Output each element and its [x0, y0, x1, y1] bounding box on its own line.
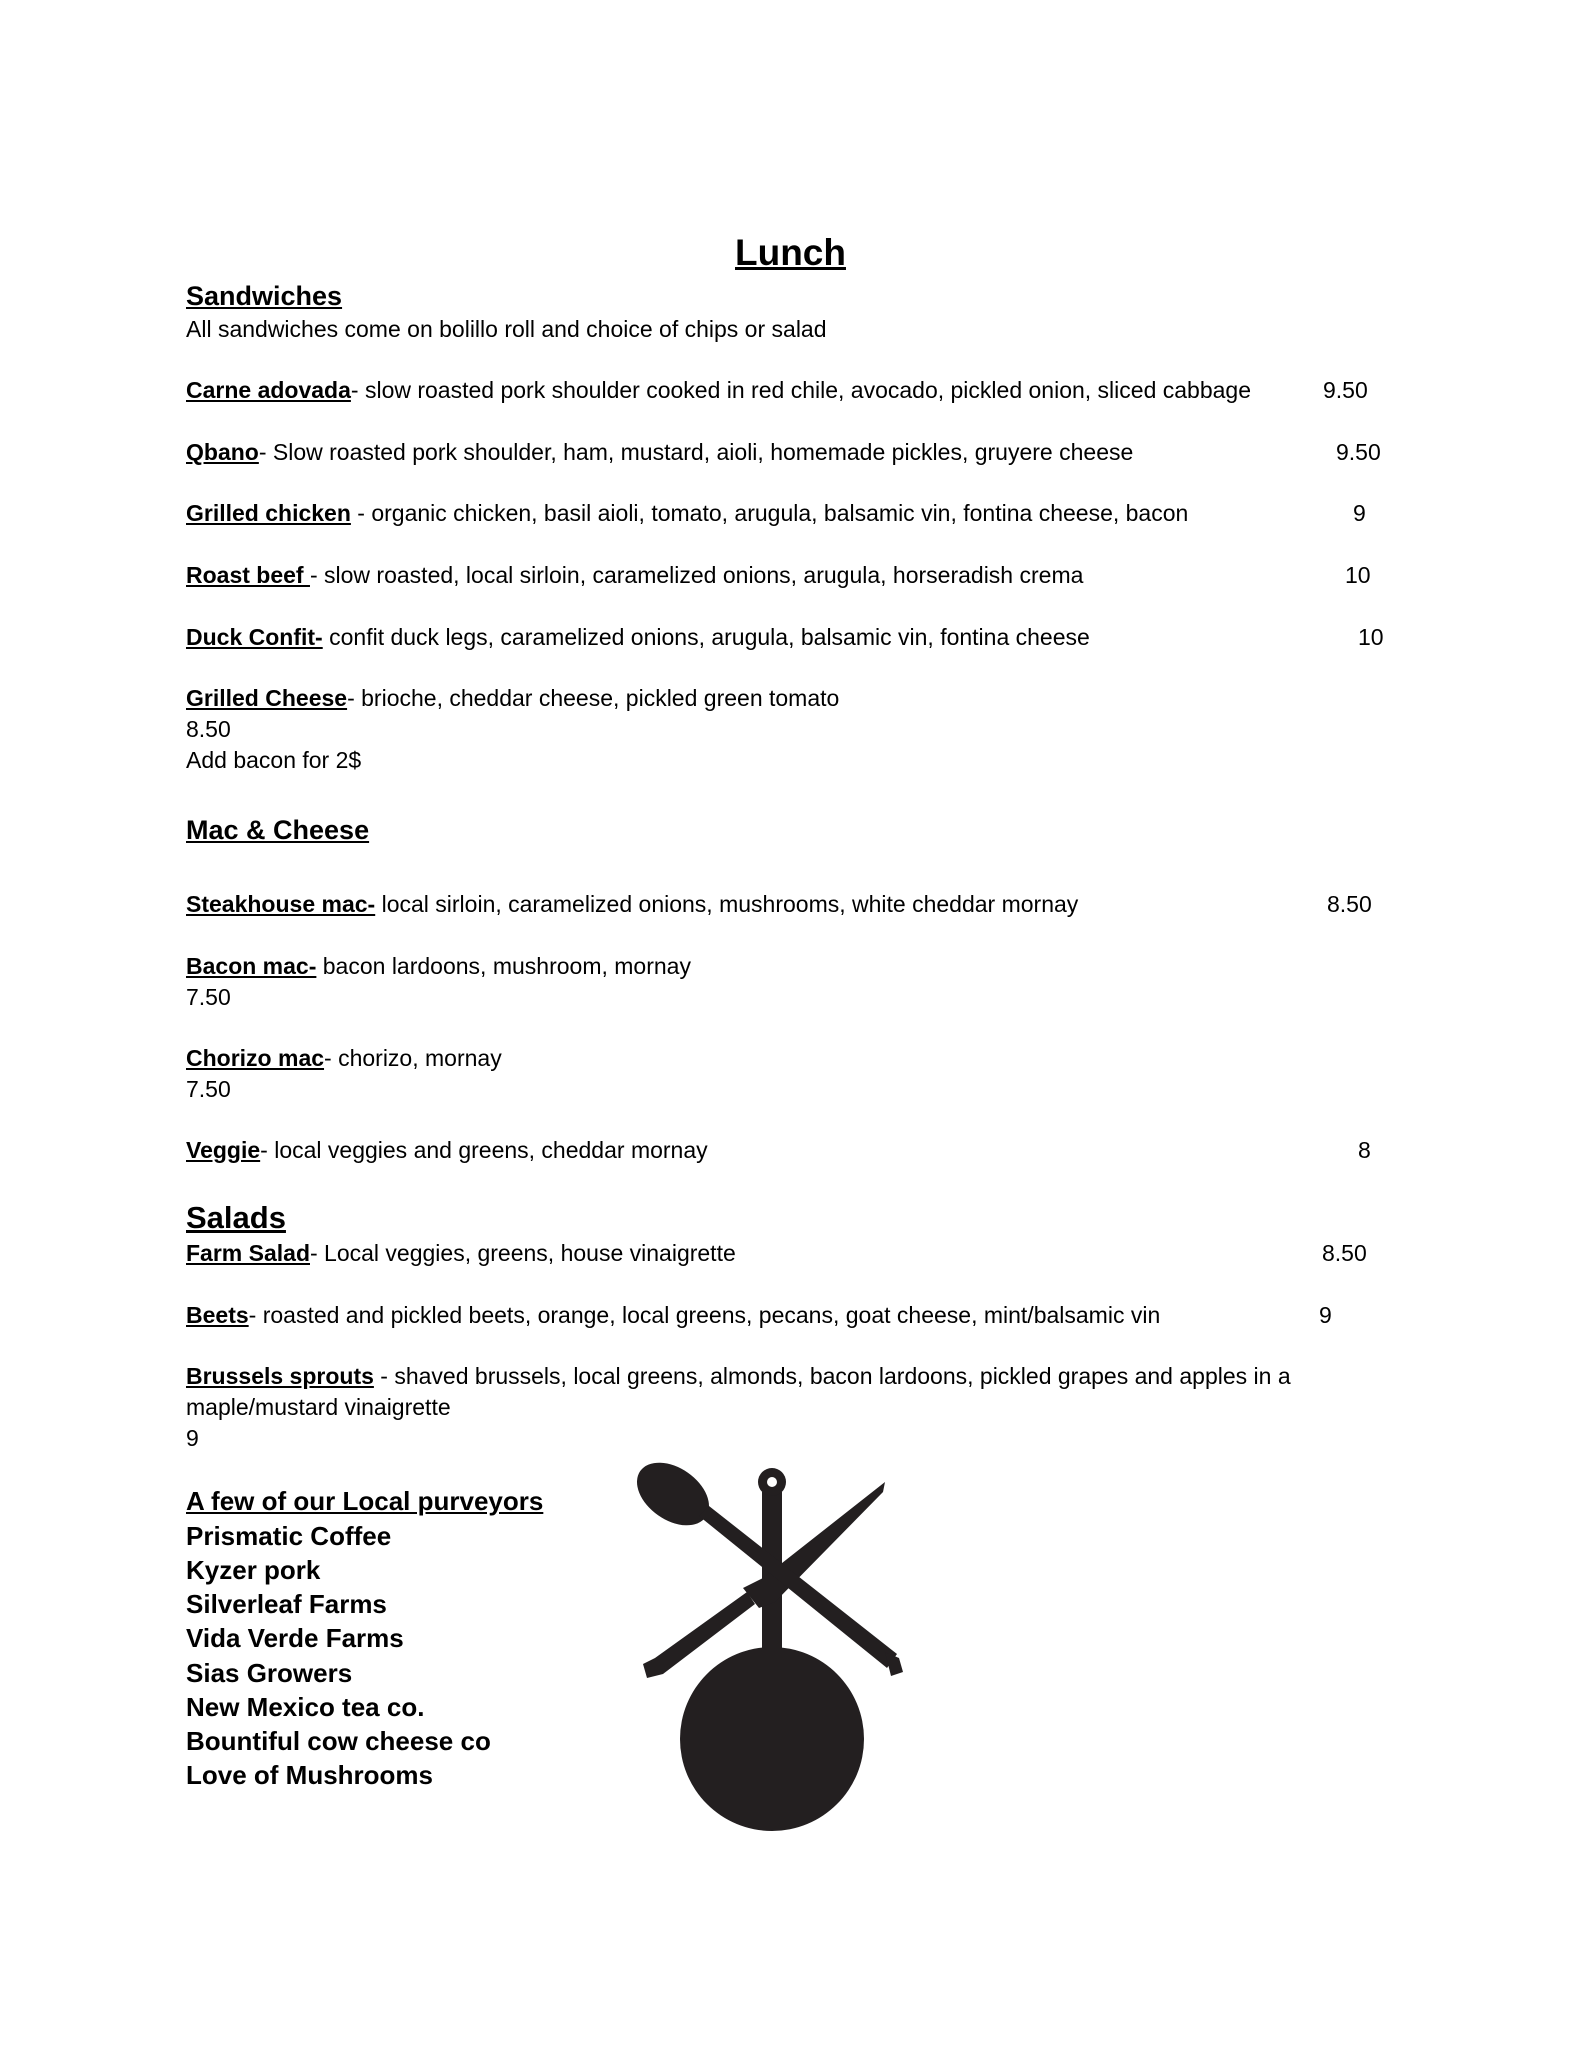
item-name: Grilled Cheese — [186, 685, 348, 711]
section-heading-sandwiches: Sandwiches — [186, 281, 343, 311]
item-description-continued: maple/mustard vinaigrette — [186, 1394, 451, 1420]
item-name: Grilled chicken — [186, 500, 351, 526]
item-description: - organic chicken, basil aioli, tomato, arugula, balsamic vin, fontina cheese, bacon — [350, 500, 1189, 526]
purveyor-item: Bountiful cow cheese co — [186, 1726, 491, 1756]
page-title: Lunch — [735, 232, 846, 273]
menu-item-brussels-sprouts — [186, 1363, 1291, 1390]
purveyor-item: Vida Verde Farms — [186, 1623, 404, 1653]
item-description: local sirloin, caramelized onions, mushrooms, white cheddar mornay — [375, 891, 1079, 917]
item-description: - roasted and pickled beets, orange, local greens, pecans, goat cheese, mint/balsamic vin — [248, 1302, 1161, 1328]
item-name: Bacon mac- — [186, 953, 317, 979]
purveyor-item: Love of Mushrooms — [186, 1760, 434, 1790]
menu-item-grilled-cheese — [186, 685, 839, 712]
purveyor-item: Prismatic Coffee — [186, 1521, 392, 1551]
item-price: 7.50 — [186, 1076, 231, 1102]
section-heading-mac-cheese: Mac & Cheese — [186, 815, 370, 845]
section-heading-salads: Salads — [186, 1200, 286, 1235]
menu-item-steakhouse-mac — [186, 891, 1078, 918]
menu-item-beets — [186, 1302, 1160, 1329]
purveyor-item: Kyzer pork — [186, 1555, 321, 1585]
item-description: - local veggies and greens, cheddar mornay — [260, 1137, 708, 1163]
item-price: 9 — [1319, 1302, 1332, 1328]
item-name: Beets — [186, 1302, 249, 1328]
menu-item-duck-confit — [186, 624, 1090, 651]
purveyor-item: Silverleaf Farms — [186, 1589, 387, 1619]
purveyor-item: Sias Growers — [186, 1658, 353, 1688]
sandwiches-note: All sandwiches come on bolillo roll and choice of chips or salad — [186, 316, 827, 342]
item-price: 7.50 — [186, 984, 231, 1010]
spoon-knife-pan-icon — [635, 1462, 905, 1852]
item-price: 9.50 — [1323, 377, 1368, 403]
purveyors-heading: A few of our Local purveyors — [186, 1486, 544, 1516]
item-description: - slow roasted pork shoulder cooked in red chile, avocado, pickled onion, sliced cabbage — [350, 377, 1251, 403]
item-description: - Local veggies, greens, house vinaigrette — [310, 1240, 736, 1266]
menu-item-carne-adovada — [186, 377, 1251, 404]
item-price: 10 — [1358, 624, 1384, 650]
item-price: 9 — [1353, 500, 1366, 526]
item-name: Carne adovada — [186, 377, 351, 403]
menu-item-bacon-mac — [186, 953, 691, 980]
item-name: Qbano — [186, 439, 259, 465]
item-description: - chorizo, mornay — [324, 1045, 502, 1071]
menu-item-grilled-chicken — [186, 500, 1188, 527]
item-price: 8.50 — [1327, 891, 1372, 917]
menu-item-veggie-mac — [186, 1137, 708, 1164]
item-description: confit duck legs, caramelized onions, arugula, balsamic vin, fontina cheese — [322, 624, 1090, 650]
item-name: Steakhouse mac- — [186, 891, 376, 917]
item-price: 10 — [1345, 562, 1371, 588]
item-description: - shaved brussels, local greens, almonds, bacon lardoons, pickled grapes and apples in a — [373, 1363, 1291, 1389]
item-description: bacon lardoons, mushroom, mornay — [316, 953, 691, 979]
item-name: Duck Confit- — [186, 624, 323, 650]
item-name: Veggie — [186, 1137, 261, 1163]
item-price: 9 — [186, 1425, 199, 1451]
item-name: Chorizo mac — [186, 1045, 325, 1071]
menu-item-roast-beef — [186, 562, 1083, 589]
item-price: 8.50 — [186, 716, 231, 742]
item-name: Brussels sprouts — [186, 1363, 374, 1389]
item-price: 9.50 — [1336, 439, 1381, 465]
menu-item-chorizo-mac — [186, 1045, 502, 1072]
item-name: Farm Salad — [186, 1240, 310, 1266]
menu-item-qbano — [186, 439, 1133, 466]
item-addon-note: Add bacon for 2$ — [186, 747, 362, 773]
item-description: - brioche, cheddar cheese, pickled green tomato — [347, 685, 840, 711]
menu-item-farm-salad — [186, 1240, 736, 1267]
item-price: 8.50 — [1322, 1240, 1367, 1266]
item-price: 8 — [1358, 1137, 1371, 1163]
item-description: - Slow roasted pork shoulder, ham, mustard, aioli, homemade pickles, gruyere cheese — [258, 439, 1134, 465]
item-description: - slow roasted, local sirloin, caramelized onions, arugula, horseradish crema — [309, 562, 1084, 588]
item-name: Roast beef — [186, 562, 310, 588]
purveyor-item: New Mexico tea co. — [186, 1692, 425, 1722]
